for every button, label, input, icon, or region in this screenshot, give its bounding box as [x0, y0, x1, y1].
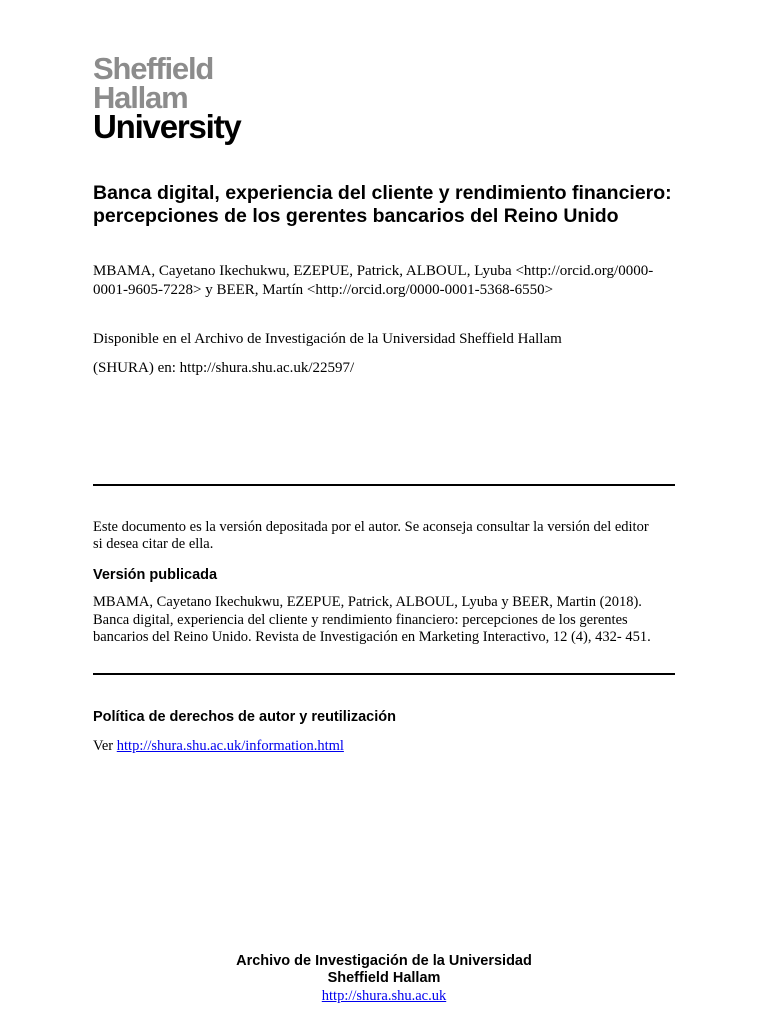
- footer: [0, 953, 768, 1005]
- availability-line-2: (SHURA) en: http://shura.shu.ac.uk/22597/: [93, 360, 355, 376]
- deposit-notice: Este documento es la versión depositada por el autor. Se aconseja consultar la versión del editor si desea citar de ella.: [93, 519, 649, 552]
- author-list: MBAMA, Cayetano Ikechukwu, EZEPUE, Patrick, ALBOUL, Lyuba <http://orcid.org/0000-0001-9605-7228> y BEER, Martín <http://orcid.org/0000-0001-5368-6550>: [93, 263, 654, 298]
- footer-link[interactable]: http://shura.shu.ac.uk: [321, 988, 447, 1004]
- availability-line-1: Disponible en el Archivo de Investigación de la Universidad Sheffield Hallam: [93, 331, 562, 347]
- copyright-policy-heading: Política de derechos de autor y reutilización: [93, 709, 396, 725]
- logo-line-hallam: Hallam: [93, 80, 188, 115]
- document-title: Banca digital, experiencia del cliente y rendimiento financiero: percepciones de los gerentes bancarios del Reino Unido: [93, 182, 672, 227]
- divider-top: [93, 484, 675, 486]
- divider-bottom: [93, 673, 675, 675]
- published-version-heading: Versión publicada: [93, 567, 218, 583]
- university-logo: [93, 51, 241, 145]
- logo-line-sheffield: Sheffield: [93, 51, 214, 86]
- policy-prefix: Ver: [93, 738, 117, 754]
- logo-line-university: University: [93, 108, 241, 145]
- footer-line-1: Archivo de Investigación de la Universidad: [236, 953, 532, 969]
- footer-line-2: Sheffield Hallam: [327, 970, 441, 986]
- policy-reference: [93, 737, 344, 755]
- published-citation: MBAMA, Cayetano Ikechukwu, EZEPUE, Patrick, ALBOUL, Lyuba y BEER, Martin (2018). Banca digital, experiencia del cliente y rendimiento financiero: percepciones de los gerentes bancarios del Reino Unido. Revista de Investigación en Marketing Interactivo, 12 (4), 432- 451.: [93, 594, 651, 645]
- policy-link[interactable]: http://shura.shu.ac.uk/information.html: [116, 738, 344, 754]
